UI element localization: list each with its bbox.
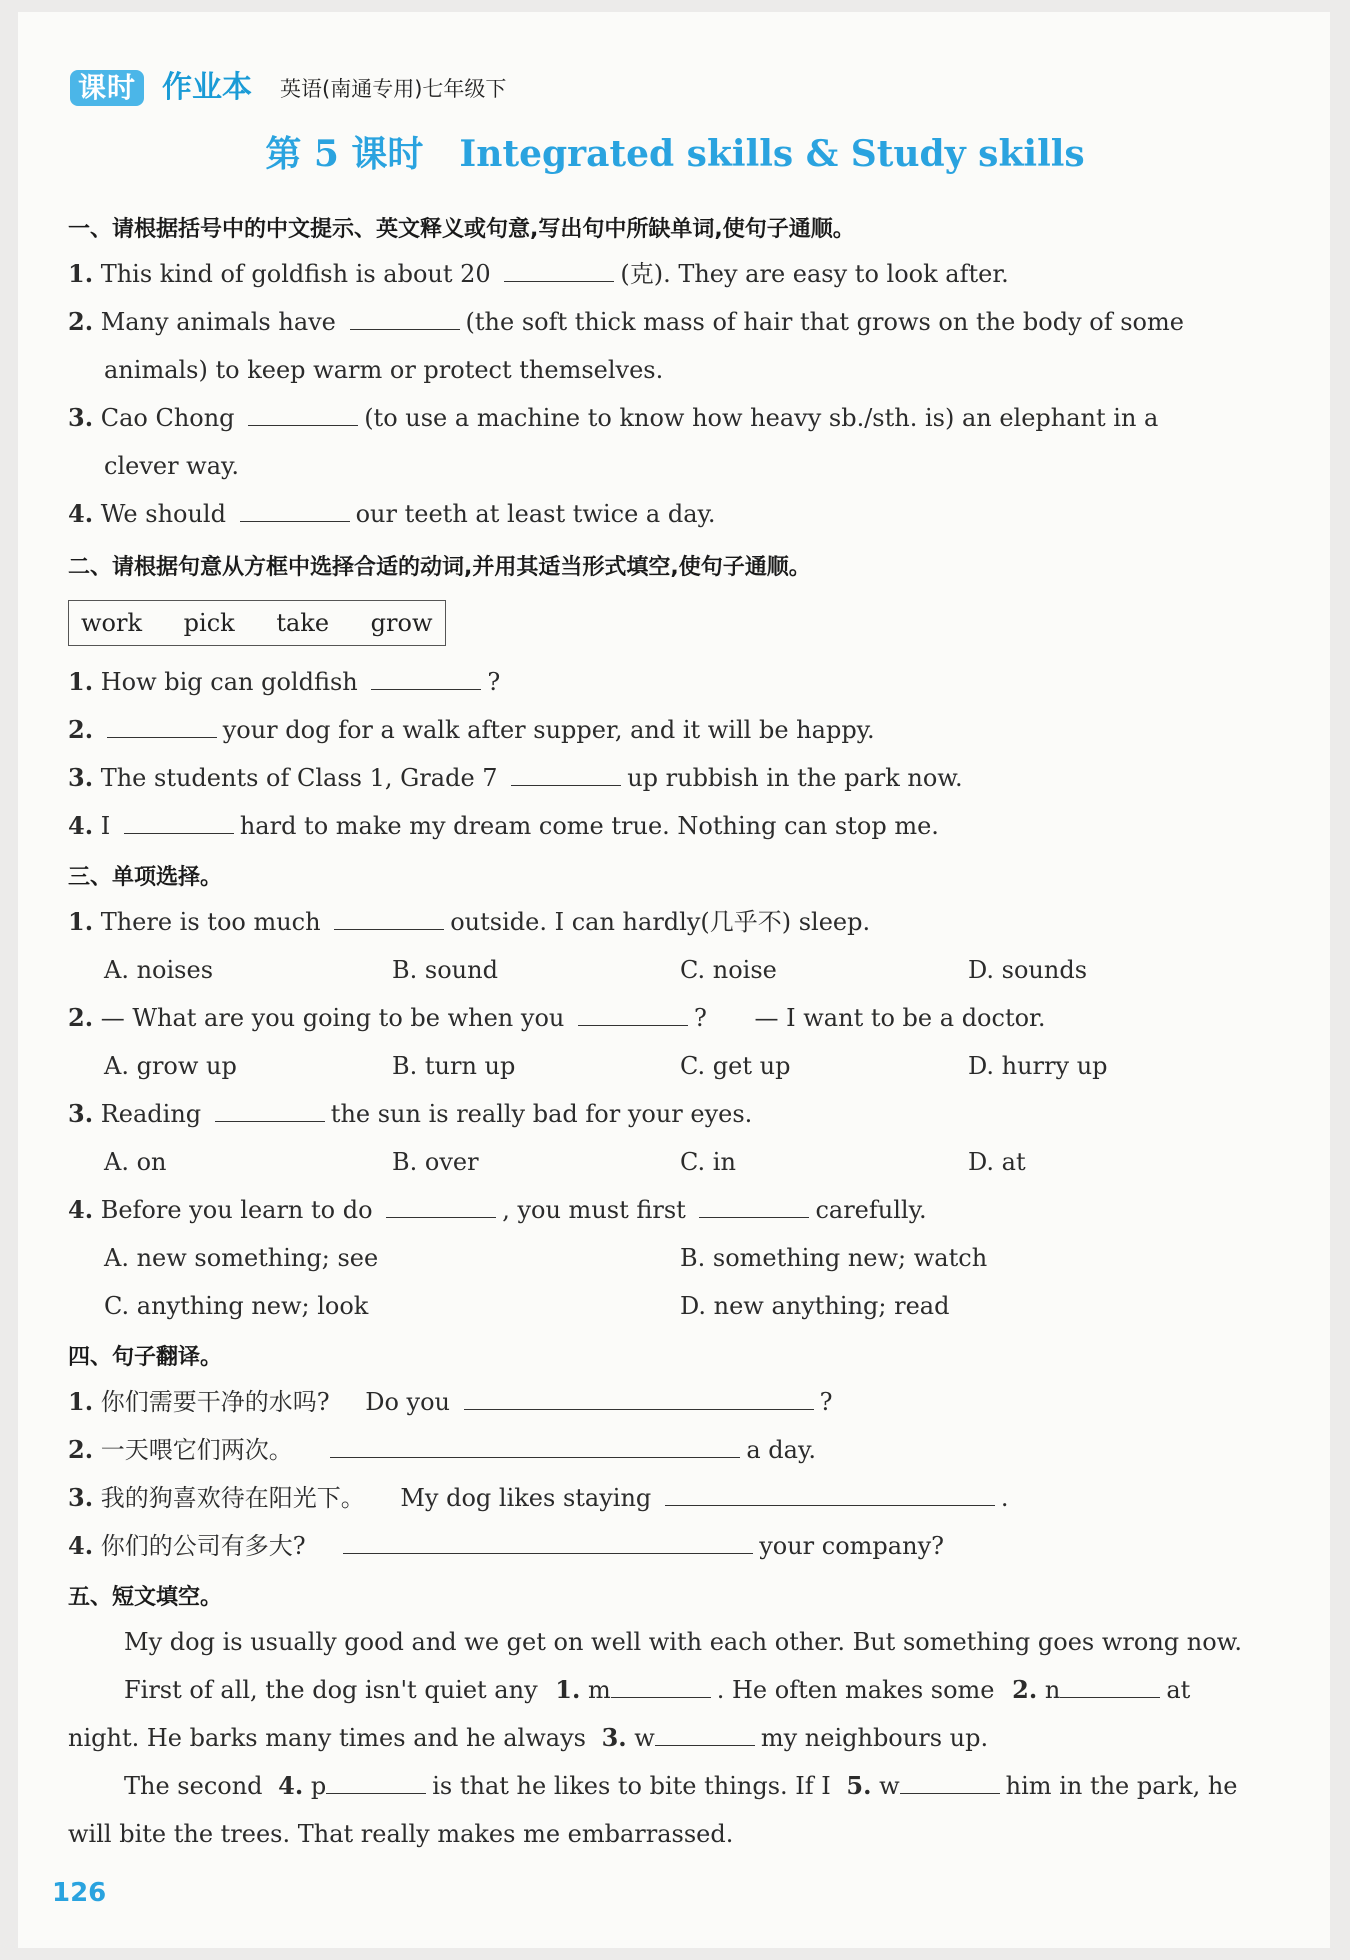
chinese-sentence: 一天喂它们两次。 — [100, 1436, 293, 1464]
passage-line-4 — [124, 1770, 1238, 1802]
s4-q4 — [68, 1530, 944, 1562]
s1-q2 — [68, 306, 1184, 338]
word-bank-box — [68, 600, 446, 646]
question-number: 4. — [68, 499, 94, 528]
answer-blank[interactable] — [511, 763, 621, 786]
question-number: 2. — [68, 307, 94, 336]
first-letter: p — [310, 1772, 327, 1800]
answer-blank[interactable] — [124, 811, 234, 834]
q-text: We should — [100, 500, 226, 528]
blank-number: 4. — [278, 1771, 304, 1800]
q-text: Reading — [100, 1100, 202, 1128]
q-text: ? — [819, 1388, 833, 1416]
q-text: Many animals have — [100, 308, 336, 336]
passage-text: him in the park, he — [1005, 1772, 1238, 1800]
q-text: carefully. — [815, 1196, 927, 1224]
passage-line-2 — [124, 1674, 1190, 1706]
question-number: 1. — [68, 667, 94, 696]
question-number: 2. — [68, 1435, 94, 1464]
q-text: our teeth at least twice a day. — [355, 500, 716, 528]
option-b[interactable]: B. over — [392, 1148, 479, 1176]
answer-blank[interactable] — [655, 1723, 755, 1746]
passage-text: at — [1166, 1676, 1191, 1704]
q-text: There is too much — [100, 908, 321, 936]
question-number: 2. — [68, 1003, 94, 1032]
s4-q1 — [68, 1386, 833, 1418]
q-text: How big can goldfish — [100, 668, 358, 696]
question-number: 4. — [68, 1531, 94, 1560]
q-text: your dog for a walk after supper, and it will be happy. — [222, 716, 875, 744]
s3-q2 — [68, 1002, 1046, 1034]
answer-blank[interactable] — [464, 1387, 814, 1410]
answer-blank[interactable] — [900, 1771, 1000, 1794]
answer-blank[interactable] — [215, 1099, 325, 1122]
q-text: the sun is really bad for your eyes. — [330, 1100, 753, 1128]
section5-heading: 五、短文填空。 — [68, 1585, 223, 1610]
passage-line-3 — [68, 1722, 988, 1754]
q-text: — What are you going to be when you — [100, 1004, 565, 1032]
q-text: (to use a machine to know how heavy sb./sth. is) an elephant in a — [364, 404, 1159, 432]
q-text: (the soft thick mass of hair that grows on the body of some — [465, 308, 1184, 336]
option-d[interactable]: D. new anything; read — [680, 1292, 950, 1320]
q-text: a day. — [746, 1436, 816, 1464]
answer-blank[interactable] — [107, 715, 217, 738]
s1-q3-cont: clever way. — [104, 452, 240, 480]
option-d[interactable]: D. sounds — [968, 956, 1088, 984]
q-text: ? — [487, 668, 501, 696]
answer-blank[interactable] — [699, 1195, 809, 1218]
brand-name: 作业本 — [162, 70, 252, 105]
answer-blank[interactable] — [371, 667, 481, 690]
question-number: 3. — [68, 763, 94, 792]
q-text: outside. I can hardly(几乎不) sleep. — [450, 908, 871, 936]
passage-line-5: will bite the trees. That really makes me embarrassed. — [68, 1820, 734, 1848]
question-number: 4. — [68, 1195, 94, 1224]
q-text: up rubbish in the park now. — [627, 764, 963, 792]
q-text: (克). They are easy to look after. — [620, 260, 1009, 288]
question-number: 4. — [68, 811, 94, 840]
question-number: 1. — [68, 259, 94, 288]
answer-blank[interactable] — [330, 1435, 740, 1458]
passage-text: my neighbours up. — [760, 1724, 989, 1752]
passage-text: The second — [124, 1772, 263, 1800]
q-text: Do you — [365, 1388, 451, 1416]
option-b[interactable]: B. sound — [392, 956, 498, 984]
option-c[interactable]: C. get up — [680, 1052, 791, 1080]
question-number: 2. — [68, 715, 94, 744]
s3-q3 — [68, 1098, 752, 1130]
option-a[interactable]: A. noises — [104, 956, 214, 984]
q-text: — I want to be a doctor. — [754, 1004, 1046, 1032]
s3-q1 — [68, 906, 870, 938]
word-bank-item: work — [81, 609, 143, 637]
q-text: This kind of goldfish is about 20 — [100, 260, 491, 288]
s4-q2 — [68, 1434, 816, 1466]
answer-blank[interactable] — [248, 403, 358, 426]
s1-q3 — [68, 402, 1158, 434]
section1-heading: 一、请根据括号中的中文提示、英文释义或句意,写出句中所缺单词,使句子通顺。 — [68, 217, 855, 242]
q-text: ? — [694, 1004, 707, 1032]
q-text: I — [100, 812, 111, 840]
answer-blank[interactable] — [504, 259, 614, 282]
answer-blank[interactable] — [350, 307, 460, 330]
question-number: 1. — [68, 1387, 94, 1416]
section2-heading: 二、请根据句意从方框中选择合适的动词,并用其适当形式填空,使句子通顺。 — [68, 555, 811, 580]
passage-line-1: My dog is usually good and we get on well with each other. But something goes wrong now. — [124, 1628, 1243, 1656]
blank-number: 2. — [1012, 1675, 1038, 1704]
first-letter: w — [634, 1724, 655, 1752]
q-text: . — [1000, 1484, 1009, 1512]
question-number: 1. — [68, 907, 94, 936]
lesson-title: 第 5 课时 Integrated skills & Study skills — [265, 133, 1085, 175]
q-text: hard to make my dream come true. Nothing can stop me. — [239, 812, 939, 840]
passage-text: is that he likes to bite things. If I — [432, 1772, 831, 1800]
q-text: Before you learn to do — [100, 1196, 373, 1224]
first-letter: w — [879, 1772, 900, 1800]
section3-heading: 三、单项选择。 — [68, 865, 223, 890]
question-number: 3. — [68, 403, 94, 432]
answer-blank[interactable] — [343, 1531, 753, 1554]
passage-text: night. He barks many times and he always — [68, 1724, 586, 1752]
word-bank-item: grow — [370, 609, 433, 637]
passage-text: First of all, the dog isn't quiet any — [124, 1676, 538, 1704]
subject-label: 英语(南通专用)七年级下 — [280, 77, 507, 101]
answer-blank[interactable] — [240, 499, 350, 522]
option-b[interactable]: B. turn up — [392, 1052, 516, 1080]
q-text: , you must first — [502, 1196, 686, 1224]
option-c[interactable]: C. anything new; look — [104, 1292, 369, 1320]
q-text: your company? — [759, 1532, 944, 1560]
page-number: 126 — [52, 1878, 107, 1908]
answer-blank[interactable] — [578, 1003, 688, 1026]
option-a[interactable]: A. new something; see — [104, 1244, 379, 1272]
s1-q2-cont: animals) to keep warm or protect themselves. — [104, 356, 664, 384]
q-text: The students of Class 1, Grade 7 — [100, 764, 498, 792]
answer-blank[interactable] — [386, 1195, 496, 1218]
s4-q3 — [68, 1482, 1009, 1514]
s2-q3 — [68, 762, 963, 794]
option-d[interactable]: D. hurry up — [968, 1052, 1108, 1080]
blank-number: 1. — [555, 1675, 581, 1704]
option-b[interactable]: B. something new; watch — [680, 1244, 988, 1272]
option-c[interactable]: C. noise — [680, 956, 777, 984]
question-number: 3. — [68, 1483, 94, 1512]
answer-blank[interactable] — [665, 1483, 995, 1506]
word-bank-item: pick — [183, 609, 235, 637]
q-text: My dog likes staying — [400, 1484, 652, 1512]
q-text: Cao Chong — [100, 404, 235, 432]
answer-blank[interactable] — [611, 1675, 711, 1698]
answer-blank[interactable] — [334, 907, 444, 930]
answer-blank[interactable] — [1060, 1675, 1160, 1698]
first-letter: m — [587, 1676, 611, 1704]
s2-q2 — [68, 714, 875, 746]
option-a[interactable]: A. on — [104, 1148, 167, 1176]
s1-q1 — [68, 258, 1009, 290]
chinese-sentence: 你们的公司有多大? — [100, 1532, 306, 1560]
passage-text: . He often makes some — [716, 1676, 995, 1704]
word-bank-item: take — [276, 609, 330, 637]
section4-heading: 四、句子翻译。 — [68, 1345, 223, 1370]
option-a[interactable]: A. grow up — [104, 1052, 237, 1080]
option-c[interactable]: C. in — [680, 1148, 736, 1176]
blank-number: 3. — [601, 1723, 627, 1752]
blank-number: 5. — [846, 1771, 872, 1800]
question-number: 3. — [68, 1099, 94, 1128]
chinese-sentence: 你们需要干净的水吗? — [100, 1388, 330, 1416]
option-d[interactable]: D. at — [968, 1148, 1026, 1176]
chinese-sentence: 我的狗喜欢待在阳光下。 — [100, 1484, 365, 1512]
s3-q4 — [68, 1194, 927, 1226]
s2-q4 — [68, 810, 939, 842]
s1-q4 — [68, 498, 716, 530]
answer-blank[interactable] — [326, 1771, 426, 1794]
first-letter: n — [1044, 1676, 1061, 1704]
brand-logo: 课时 — [70, 70, 144, 106]
s2-q1 — [68, 666, 500, 698]
